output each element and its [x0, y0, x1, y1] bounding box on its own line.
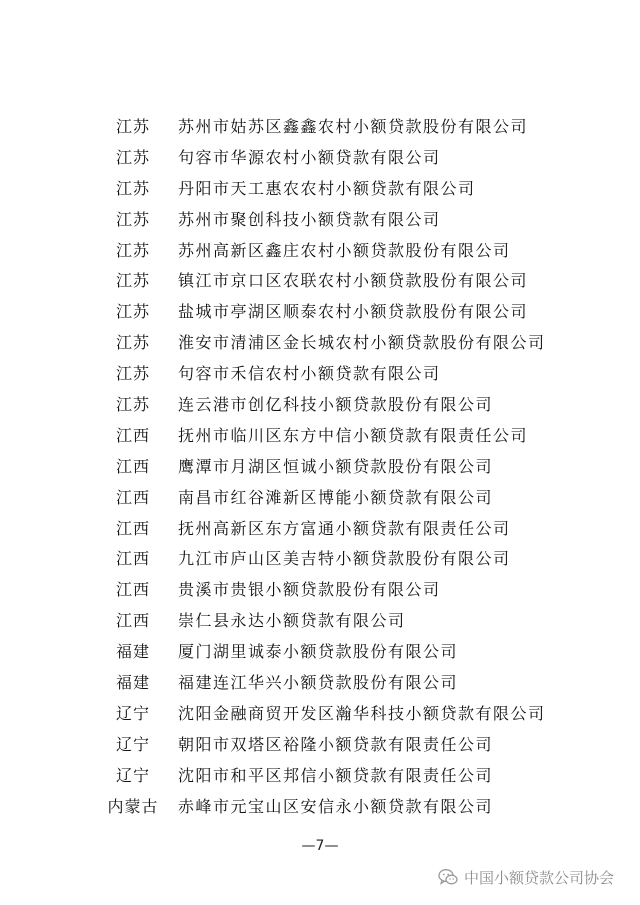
- company-name: 沈阳市和平区邦信小额贷款有限责任公司: [178, 765, 494, 785]
- province-label: 江苏: [115, 178, 150, 198]
- company-name: 崇仁县永达小额贷款有限公司: [178, 611, 406, 631]
- list-item: [0, 419, 640, 450]
- company-name: 厦门湖里诚泰小额贷款股份有限公司: [178, 642, 459, 662]
- company-name: 福建连江华兴小额贷款股份有限公司: [178, 672, 459, 692]
- company-name: 抚州市临川区东方中信小额贷款有限责任公司: [178, 425, 529, 445]
- province-label: 江苏: [115, 147, 150, 167]
- list-item: [0, 573, 640, 604]
- province-label: 江西: [115, 487, 150, 507]
- list-item: [0, 635, 640, 666]
- company-name: 句容市华源农村小额贷款有限公司: [178, 147, 441, 167]
- province-label: 江西: [115, 425, 150, 445]
- watermark-text: 中国小额贷款公司协会: [464, 868, 615, 887]
- company-name: 苏州市姑苏区鑫鑫农村小额贷款股份有限公司: [178, 116, 529, 136]
- province-label: 江西: [115, 580, 150, 600]
- watermark: [438, 865, 614, 889]
- province-label: 江苏: [115, 394, 150, 414]
- company-name: 九江市庐山区美吉特小额贷款股份有限公司: [178, 549, 511, 569]
- list-item: [0, 264, 640, 295]
- list-item: [0, 110, 640, 141]
- list-item: [0, 728, 640, 759]
- company-name: 苏州市聚创科技小额贷款有限公司: [178, 209, 441, 229]
- list-item: [0, 481, 640, 512]
- company-name: 盐城市亭湖区顺泰农村小额贷款股份有限公司: [178, 302, 529, 322]
- province-label: 江西: [115, 456, 150, 476]
- list-item: [0, 666, 640, 697]
- page-number: —7—: [301, 838, 339, 854]
- company-name: 朝阳市双塔区裕隆小额贷款有限责任公司: [178, 734, 494, 754]
- province-label: 江苏: [115, 271, 150, 291]
- province-label: 辽宁: [115, 765, 150, 785]
- list-item: [0, 357, 640, 388]
- list-item: [0, 203, 640, 234]
- province-label: 江西: [115, 518, 150, 538]
- list-item: [0, 759, 640, 790]
- province-label: 江苏: [115, 209, 150, 229]
- list-item: [0, 604, 640, 635]
- province-label: 江苏: [115, 333, 150, 353]
- list-item: [0, 295, 640, 326]
- list-item: [0, 234, 640, 265]
- list-item: [0, 450, 640, 481]
- province-label: 辽宁: [115, 734, 150, 754]
- company-name: 赤峰市元宝山区安信永小额贷款有限公司: [178, 796, 494, 816]
- company-name: 句容市禾信农村小额贷款有限公司: [178, 364, 441, 384]
- province-label: 江苏: [115, 240, 150, 260]
- list-item: [0, 512, 640, 543]
- province-label: 江苏: [115, 116, 150, 136]
- province-label: 江苏: [115, 302, 150, 322]
- company-name: 连云港市创亿科技小额贷款股份有限公司: [178, 394, 494, 414]
- province-label: 江西: [115, 549, 150, 569]
- company-name: 贵溪市贵银小额贷款股份有限公司: [178, 580, 441, 600]
- list-item: [0, 790, 640, 821]
- company-name: 苏州高新区鑫庄农村小额贷款股份有限公司: [178, 240, 511, 260]
- company-name: 鹰潭市月湖区恒诚小额贷款股份有限公司: [178, 456, 494, 476]
- company-list: [0, 110, 640, 820]
- list-item: [0, 172, 640, 203]
- company-name: 丹阳市天工惠农农村小额贷款有限公司: [178, 178, 476, 198]
- company-name: 抚州高新区东方富通小额贷款有限责任公司: [178, 518, 511, 538]
- list-item: [0, 326, 640, 357]
- company-name: 镇江市京口区农联农村小额贷款股份有限公司: [178, 271, 529, 291]
- list-item: [0, 697, 640, 728]
- province-label: 福建: [115, 642, 150, 662]
- province-label: 内蒙古: [107, 796, 159, 816]
- list-item: [0, 542, 640, 573]
- company-name: 沈阳金融商贸开发区瀚华科技小额贷款有限公司: [178, 703, 546, 723]
- province-label: 江苏: [115, 364, 150, 384]
- list-item: [0, 141, 640, 172]
- company-name: 淮安市清浦区金长城农村小额贷款股份有限公司: [178, 333, 546, 353]
- wechat-icon: [438, 868, 458, 886]
- province-label: 江西: [115, 611, 150, 631]
- province-label: 辽宁: [115, 703, 150, 723]
- company-name: 南昌市红谷滩新区博能小额贷款有限公司: [178, 487, 494, 507]
- list-item: [0, 388, 640, 419]
- province-label: 福建: [115, 672, 150, 692]
